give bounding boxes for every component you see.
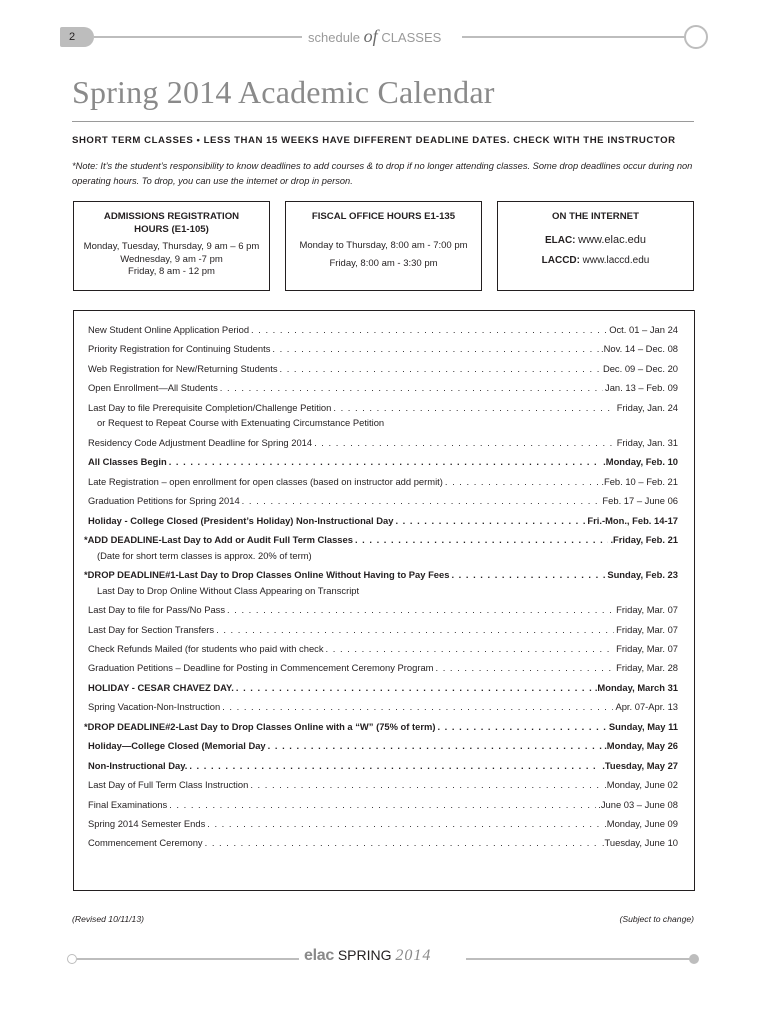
calendar-event-label: *ADD DEADLINE-Last Day to Add or Audit Full Term Classes [84, 534, 353, 546]
calendar-row [88, 322, 678, 338]
revised-note: (Revised 10/11/13) [72, 914, 144, 924]
calendar-row [88, 380, 678, 396]
calendar-row [88, 513, 678, 529]
dot-leader [451, 567, 605, 583]
dot-leader [169, 454, 601, 470]
footer-rule-left [77, 958, 299, 960]
dot-leader [314, 435, 615, 451]
calendar-row [88, 680, 678, 696]
calendar-event-label: Late Registration – open enrollment for open classes (based on instructor add permit) [88, 475, 443, 487]
calendar-event-date: .Tuesday, May 27 [602, 759, 678, 771]
fiscal-hours-line: Friday, 8:00 am - 3:30 pm [329, 258, 438, 269]
calendar-event-label: Graduation Petitions for Spring 2014 [88, 495, 240, 507]
calendar-event-label: HOLIDAY - CESAR CHAVEZ DAY. [88, 681, 234, 693]
calendar-event-date: Friday, Mar. 07 [616, 642, 678, 654]
calendar-event-date: Friday, Jan. 31 [616, 436, 678, 448]
calendar-event-label: Residency Code Adjustment Deadline for Spring 2014 [88, 436, 313, 448]
calendar-event-date: Friday, Mar. 07 [616, 604, 678, 616]
calendar-event-date: Apr. 07-Apr. 13 [615, 701, 678, 713]
dot-leader [207, 816, 602, 832]
calendar-event-label: Holiday - College Closed (President’s Holiday) Non-Instructional Day [88, 514, 394, 526]
calendar-event-label: Last Day for Section Transfers [88, 623, 215, 635]
dot-leader [268, 738, 603, 754]
calendar-event-label: *DROP DEADLINE#1-Last Day to Drop Classes Online Without Having to Pay Fees [84, 569, 450, 581]
calendar-event-label: Commencement Ceremony [88, 837, 203, 849]
calendar-event-label: Spring 2014 Semester Ends [88, 818, 206, 830]
calendar-event-date: Friday, Mar. 07 [616, 623, 678, 635]
calendar-event-label: Final Examinations [88, 798, 168, 810]
calendar-event-date: Friday, Mar. 28 [616, 662, 678, 674]
dot-leader [169, 797, 596, 813]
calendar-row [88, 835, 678, 851]
header-title [308, 26, 468, 47]
calendar-row [84, 719, 678, 735]
calendar-row [88, 699, 678, 715]
calendar-event-date: .Nov. 14 – Dec. 08 [601, 343, 678, 355]
admissions-hours-line: Monday, Tuesday, Thursday, 9 am – 6 pm [83, 241, 260, 252]
admissions-hours-line: Wednesday, 9 am -7 pm [120, 253, 223, 265]
fiscal-title: FISCAL OFFICE HOURS E1-135 [311, 211, 456, 222]
calendar-event-date: Sunday, Feb. 23 [607, 569, 678, 581]
dot-leader [189, 758, 600, 774]
fiscal-office-hours-box [285, 201, 482, 291]
calendar-event-subnote: Last Day to Drop Online Without Class Appearing on Transcript [97, 584, 360, 596]
calendar-row [88, 660, 678, 676]
calendar-row [88, 474, 678, 490]
calendar-row [84, 567, 678, 583]
calendar-event-subnote: or Request to Repeat Course with Extenuating Circumstance Petition [97, 417, 385, 429]
dot-leader [205, 835, 600, 851]
footer-circle-ornament [67, 954, 77, 964]
header-title-post: CLASSES [381, 30, 442, 45]
dot-leader [437, 719, 606, 735]
calendar-event-label: *DROP DEADLINE#2-Last Day to Drop Classes Online with a “W” (75% of term) [84, 720, 436, 732]
calendar-row [88, 454, 678, 470]
calendar-row [88, 341, 678, 357]
calendar-event-label: Web Registration for New/Returning Students [88, 362, 278, 374]
calendar-event-label: Graduation Petitions – Deadline for Posting in Commencement Ceremony Program [88, 662, 434, 674]
page-number: 2 [60, 27, 94, 47]
calendar-event-date: Feb. 17 – June 06 [602, 495, 678, 507]
calendar-event-date: .June 03 – June 08 [598, 798, 678, 810]
calendar-event-date: .Monday, Feb. 10 [603, 456, 678, 468]
footer-rule-right [466, 958, 690, 960]
calendar-event-date: .Monday, June 09 [604, 818, 678, 830]
calendar-row [84, 532, 678, 548]
admissions-hours-box [73, 201, 270, 291]
calendar-event-label: Priority Registration for Continuing Students [88, 343, 271, 355]
footer-dot-ornament [689, 954, 699, 964]
calendar-event-label: All Classes Begin [88, 456, 167, 468]
footer-brand-year: 2014 [395, 947, 432, 964]
calendar-event-date: .Monday, June 02 [604, 779, 678, 791]
calendar-event-date: .Friday, Feb. 21 [610, 534, 678, 546]
footer-brand [304, 947, 431, 965]
header-title-pre: schedule [308, 30, 361, 45]
calendar-event-date: Dec. 09 – Dec. 20 [602, 362, 678, 374]
calendar-event-date: .Monday, March 31 [594, 681, 678, 693]
internet-box [497, 201, 694, 291]
calendar-event-label: Last Day of Full Term Class Instruction [88, 779, 249, 791]
calendar-row [88, 777, 678, 793]
calendar-event-date: Oct. 01 – Jan 24 [609, 324, 678, 335]
calendar-row [88, 361, 678, 377]
internet-title: ON THE INTERNET [552, 211, 639, 222]
calendar-event-label: New Student Online Application Period [88, 324, 250, 335]
dot-leader [395, 513, 585, 529]
calendar-event-label: Spring Vacation-Non-Instruction [88, 701, 221, 713]
title-divider [72, 121, 694, 122]
admissions-title-line2: HOURS (E1-105) [134, 224, 209, 235]
calendar-row [88, 758, 678, 774]
calendar-event-label: Check Refunds Mailed (for students who paid with check [88, 642, 324, 654]
calendar-event-date: Sunday, May 11 [608, 720, 678, 732]
calendar-event-date: .Feb. 10 – Feb. 21 [601, 475, 678, 487]
calendar-event-subnote: (Date for short term classes is approx. 20% of term) [97, 549, 312, 561]
laccd-website-line [498, 251, 693, 271]
dot-leader [445, 474, 599, 490]
dot-leader [333, 400, 614, 416]
calendar-event-label: Holiday—College Closed (Memorial Day [88, 740, 266, 752]
fiscal-hours-line: Monday to Thursday, 8:00 am - 7:00 pm [299, 240, 468, 251]
header-rule-left [94, 36, 302, 38]
elac-label: ELAC: [544, 235, 576, 246]
calendar-row [88, 641, 678, 657]
dot-leader [326, 641, 615, 657]
calendar-row [88, 816, 678, 832]
admissions-title [74, 210, 269, 236]
calendar-row [88, 435, 678, 451]
elac-website-line [498, 230, 693, 251]
calendar-row [88, 797, 678, 813]
calendar-event-date: .Tuesday, June 10 [601, 837, 678, 849]
admissions-hours-line: Friday, 8 am - 12 pm [128, 266, 215, 277]
dot-leader [272, 341, 599, 357]
responsibility-note: *Note: It’s the student’s responsibility to know deadlines to add courses & to drop if no longer attending classes. Some drop deadlines occur during non operating hours. To drop, you can use the internet or drop in person. [72, 161, 693, 186]
calendar-event-label: Last Day to file Prerequisite Completion/Challenge Petition [88, 401, 332, 413]
calendar-event-date: Friday, Jan. 24 [616, 401, 678, 413]
calendar-event-date: .Monday, May 26 [604, 740, 678, 752]
dot-leader [251, 322, 607, 338]
calendar-row [88, 622, 678, 638]
footer-brand-elac: elac [304, 947, 334, 964]
header-rule-right [462, 36, 686, 38]
dot-leader [280, 361, 601, 377]
calendar-row [88, 400, 678, 416]
dot-leader [227, 602, 614, 618]
laccd-website-link[interactable]: www.laccd.edu [582, 255, 650, 266]
dot-leader [355, 532, 608, 548]
header-circle-ornament [684, 25, 708, 49]
header-title-of: of [363, 26, 378, 46]
calendar-row [88, 602, 678, 618]
calendar-event-date: Fri.-Mon., Feb. 14-17 [587, 514, 678, 526]
dot-leader [236, 680, 593, 696]
page-title: Spring 2014 Academic Calendar [72, 74, 495, 110]
calendar-row [88, 738, 678, 754]
footer-brand-spring: SPRING [337, 947, 392, 963]
dot-leader [220, 380, 603, 396]
dot-leader [242, 493, 601, 509]
calendar-event-label: Non-Instructional Day. [88, 759, 188, 771]
dot-leader [435, 660, 614, 676]
short-term-notice: SHORT TERM CLASSES • LESS THAN 15 WEEKS HAVE DIFFERENT DEADLINE DATES. CHECK WITH THE INSTRUCTOR [72, 135, 676, 146]
subject-to-change-note: (Subject to change) [619, 914, 694, 924]
dot-leader [216, 622, 614, 638]
elac-website-link[interactable]: www.elac.edu [578, 234, 647, 246]
calendar-row [88, 493, 678, 509]
calendar-event-date: Jan. 13 – Feb. 09 [605, 382, 678, 394]
dot-leader [250, 777, 602, 793]
dot-leader [222, 699, 613, 715]
admissions-title-line1: ADMISSIONS REGISTRATION [103, 211, 240, 222]
calendar-event-label: Last Day to file for Pass/No Pass [88, 604, 226, 616]
calendar-event-label: Open Enrollment—All Students [88, 382, 218, 394]
laccd-label: LACCD: [541, 255, 580, 266]
